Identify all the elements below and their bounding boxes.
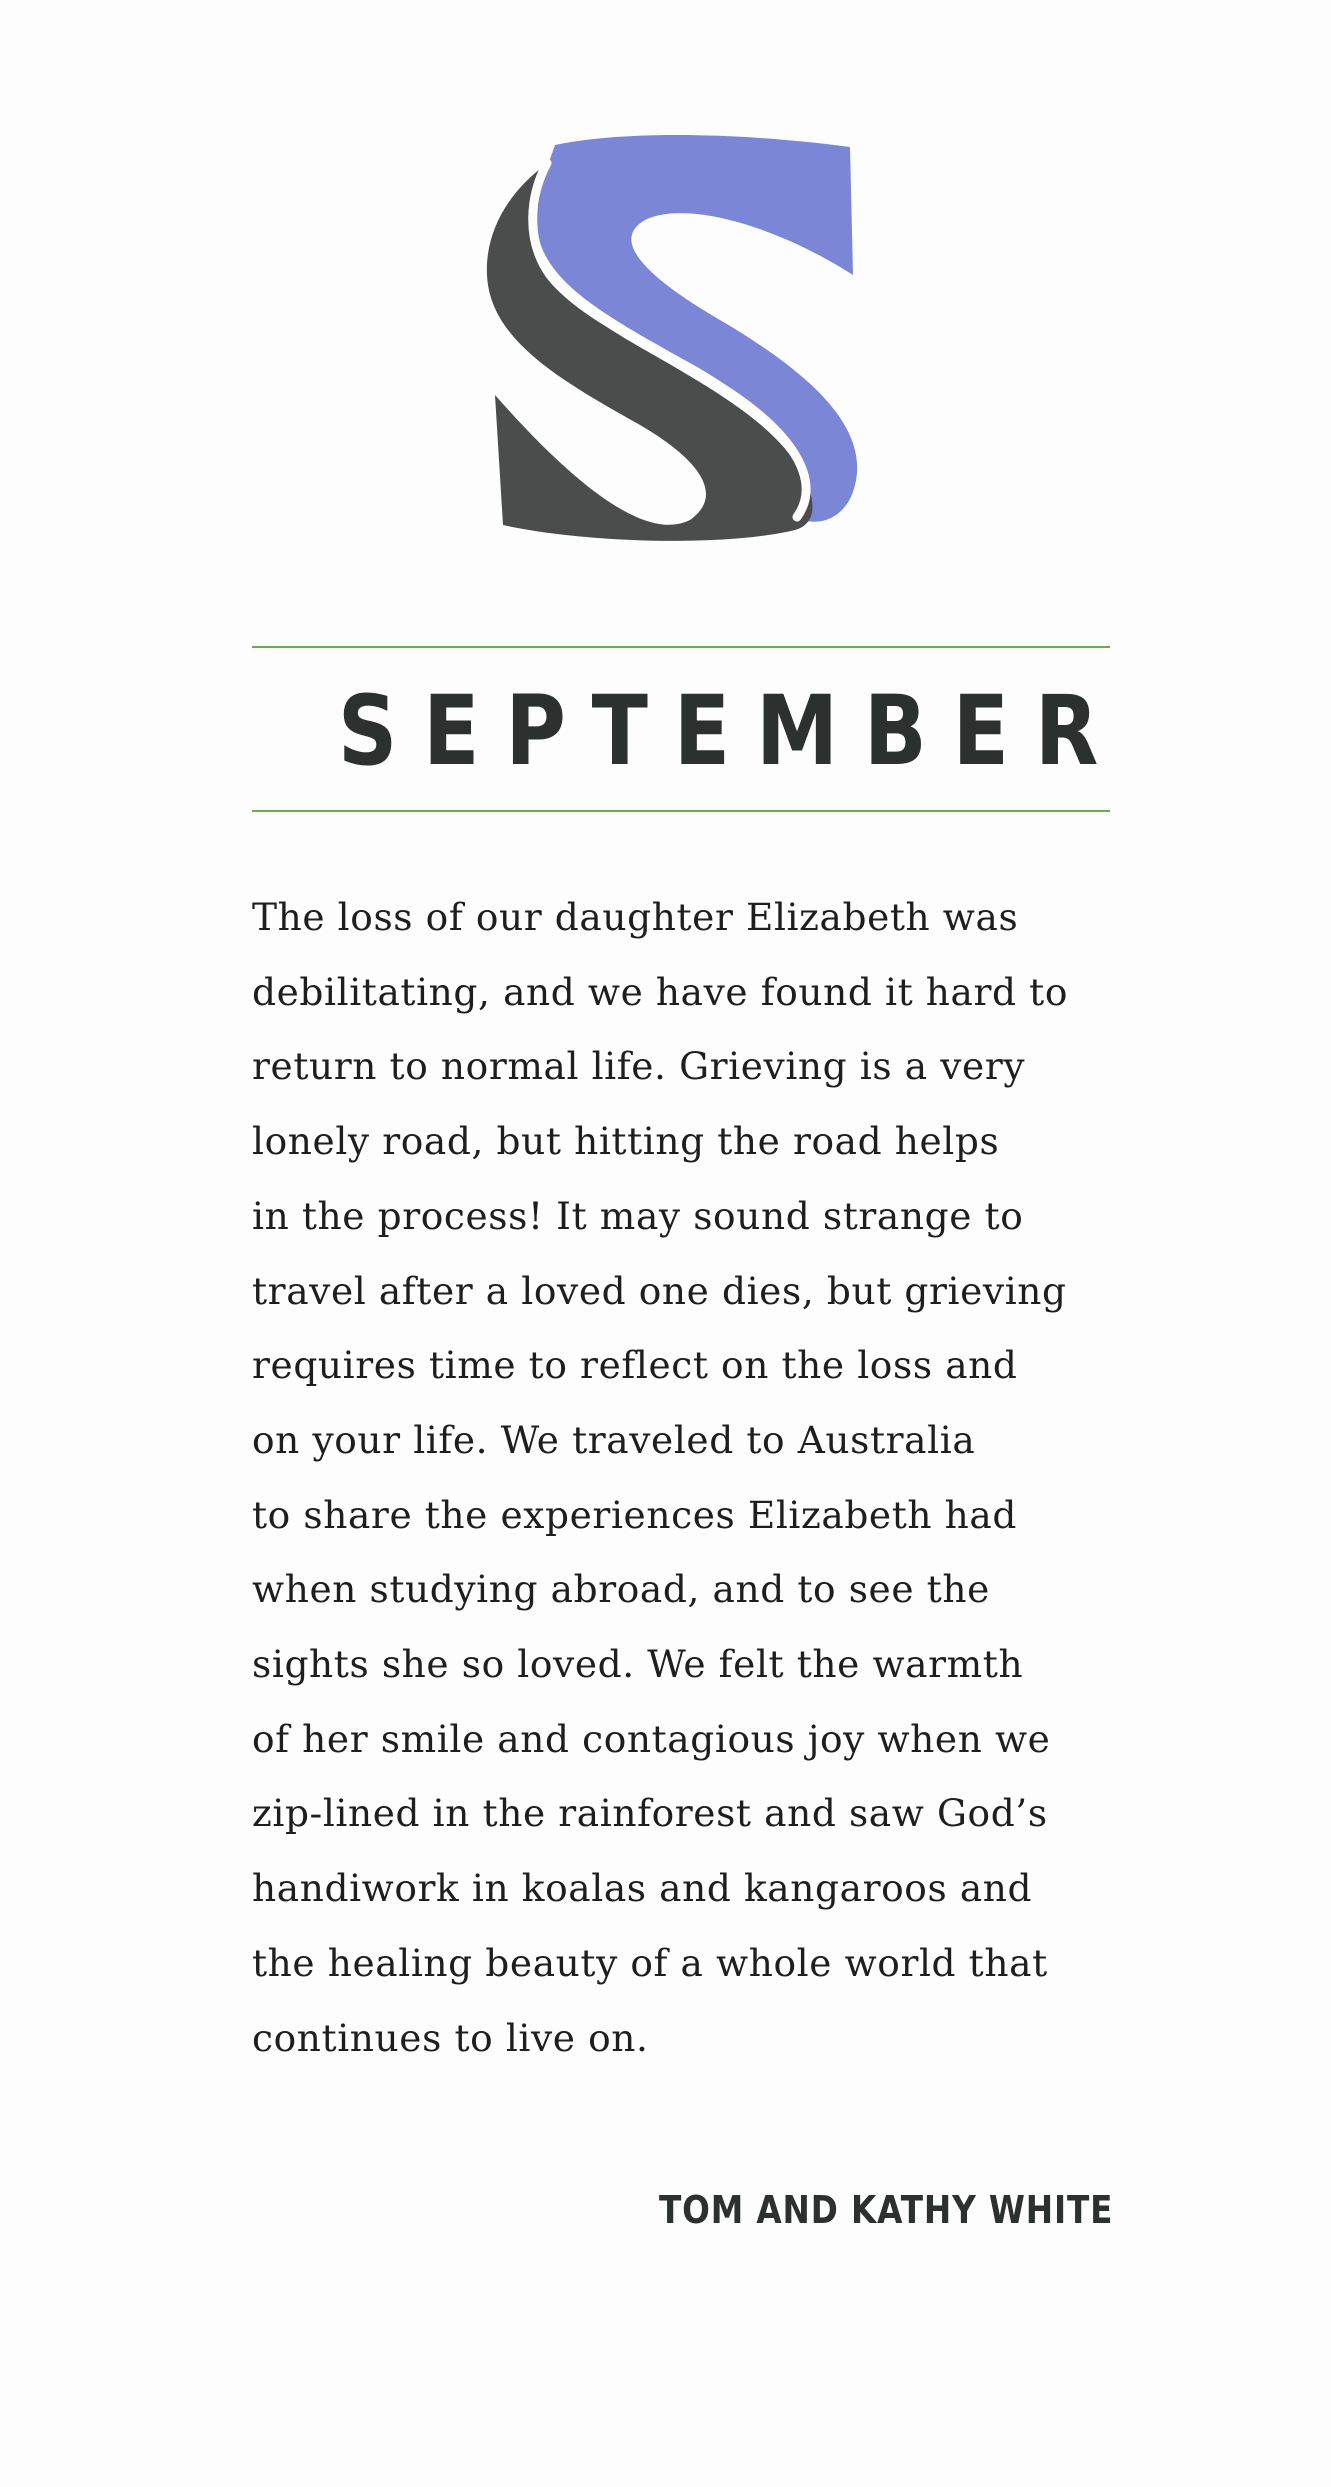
story-line: requires time to reflect on the loss and <box>252 1343 1018 1388</box>
monogram-s-logo <box>475 125 895 545</box>
story-line: continues to live on. <box>252 2015 649 2060</box>
title-rule-bottom <box>252 810 1110 812</box>
month-title: SEPTEMBER <box>337 675 1125 787</box>
story-line: The loss of our daughter Elizabeth was <box>252 895 1019 939</box>
author-signature: TOM AND KATHY WHITE <box>658 2188 1113 2232</box>
story-line: of her smile and contagious joy when we <box>252 1716 1051 1761</box>
story-paragraph <box>252 880 1132 2075</box>
story-line: the healing beauty of a whole world that <box>252 1940 1048 1985</box>
story-line: to share the experiences Elizabeth had <box>252 1492 1017 1537</box>
story-line: on your life. We traveled to Australia <box>252 1417 976 1462</box>
story-line: return to normal life. Grieving is a very <box>252 1044 1026 1089</box>
title-rule-top <box>252 646 1110 648</box>
story-line: sights she so loved. We felt the warmth <box>252 1642 1024 1687</box>
story-line: in the process! It may sound strange to <box>252 1193 1024 1238</box>
story-line: lonely road, but hitting the road helps <box>252 1119 1000 1164</box>
story-line: when studying abroad, and to see the <box>252 1567 990 1612</box>
story-line: handiwork in koalas and kangaroos and <box>252 1866 1033 1911</box>
story-line: zip-lined in the rainforest and saw God’s <box>252 1791 1048 1836</box>
story-line: debilitating, and we have found it hard to <box>252 969 1068 1014</box>
story-line: travel after a loved one dies, but grieving <box>252 1268 1067 1313</box>
